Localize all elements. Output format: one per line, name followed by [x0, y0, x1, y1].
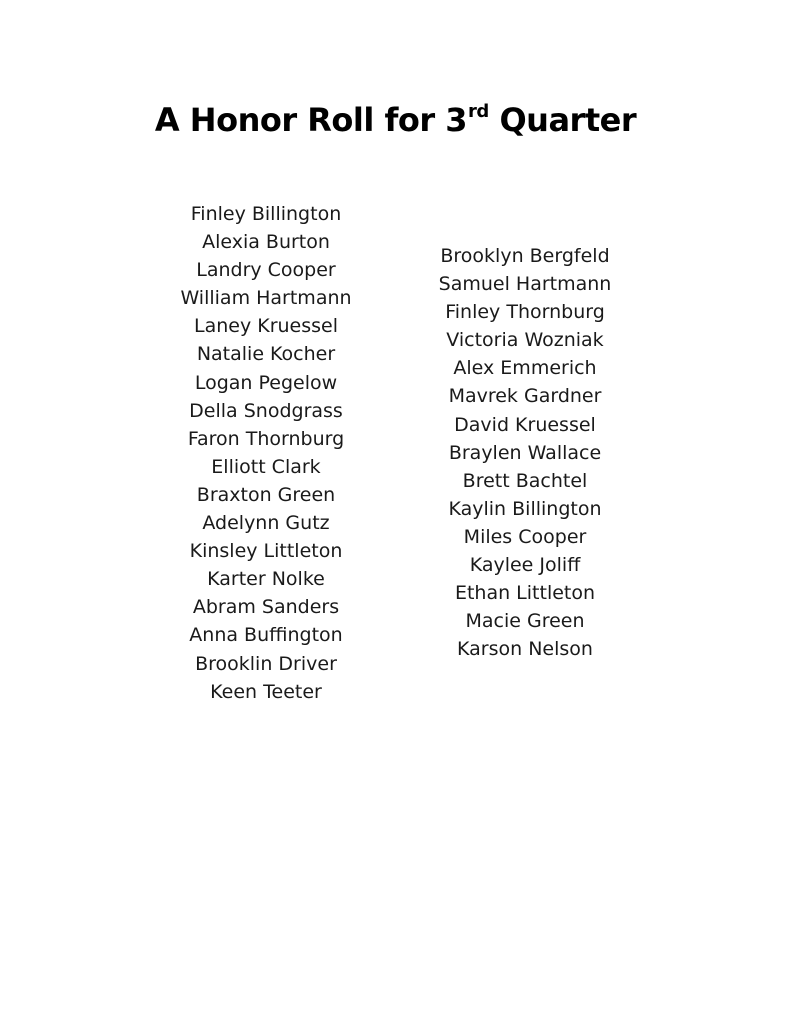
student-name: Alexia Burton: [202, 231, 330, 254]
student-name: Brooklin Driver: [195, 652, 337, 675]
student-name: Keen Teeter: [210, 680, 322, 703]
student-name: Kaylee Joliff: [469, 554, 581, 577]
student-name: Della Snodgrass: [189, 399, 343, 422]
title-suffix: Quarter: [488, 101, 637, 140]
right-name-column: [395, 242, 655, 663]
title-superscript: rd: [468, 101, 489, 123]
left-name-column: [136, 200, 396, 706]
student-name: Miles Cooper: [463, 525, 587, 548]
student-name: Alex Emmerich: [453, 357, 597, 380]
student-name: Landry Cooper: [196, 259, 336, 282]
student-name: Adelynn Gutz: [202, 512, 330, 535]
student-name: Faron Thornburg: [187, 427, 345, 450]
student-name: Samuel Hartmann: [438, 273, 612, 296]
student-name: Braxton Green: [196, 483, 336, 506]
page-title: [0, 101, 791, 139]
student-name: Mavrek Gardner: [448, 385, 602, 408]
student-name: Laney Kruessel: [193, 315, 338, 338]
title-text: A Honor Roll for 3: [154, 101, 468, 140]
student-name: William Hartmann: [180, 287, 352, 310]
student-name: Macie Green: [465, 610, 585, 633]
student-name: Ethan Littleton: [454, 582, 596, 605]
student-name: Kaylin Billington: [448, 497, 602, 520]
student-name: Karter Nolke: [207, 568, 325, 591]
student-name: Brett Bachtel: [462, 469, 588, 492]
student-name: Abram Sanders: [192, 596, 340, 619]
student-name: Finley Billington: [190, 203, 342, 225]
student-name: Kinsley Littleton: [189, 540, 343, 563]
student-name: Finley Thornburg: [445, 301, 605, 324]
student-name: Logan Pegelow: [194, 371, 338, 394]
student-name: Brooklyn Bergfeld: [440, 245, 610, 267]
student-name: David Kruessel: [454, 413, 596, 436]
student-name: Victoria Wozniak: [446, 329, 604, 352]
student-name: Anna Buffington: [189, 624, 343, 647]
student-name: Braylen Wallace: [448, 441, 602, 464]
student-name: Karson Nelson: [457, 638, 593, 661]
student-name: Elliott Clark: [211, 455, 321, 478]
student-name: Natalie Kocher: [196, 343, 336, 366]
